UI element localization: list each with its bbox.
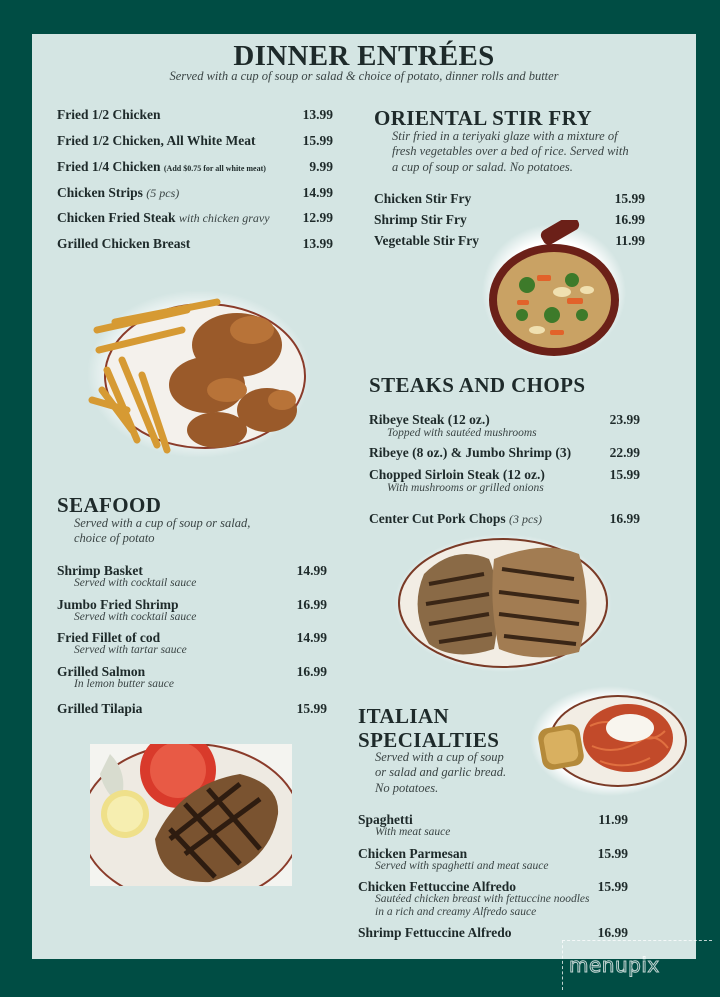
menu-item-subtext: Sautéed chicken breast with fettuccine noodles <box>375 893 590 905</box>
menu-item-name: Chopped Sirloin Steak (12 oz.) <box>369 467 545 482</box>
section-title-steaks: STEAKS AND CHOPS <box>369 373 586 397</box>
menu-item <box>57 159 266 175</box>
menu-item-name: Grilled Salmon <box>57 664 146 679</box>
menu-item-subtext: In lemon butter sauce <box>74 678 174 690</box>
menu-item-name: Ribeye (8 oz.) & Jumbo Shrimp (3) <box>369 445 572 460</box>
menu-item-price: 11.99 <box>615 233 645 248</box>
menu-item-price: 23.99 <box>609 412 640 427</box>
menu-item-subtext: With meat sauce <box>375 826 451 838</box>
menu-item-name: Jumbo Fried Shrimp <box>57 597 179 612</box>
menu-item-price: 22.99 <box>609 445 640 460</box>
menu-item-name: Fried 1/2 Chicken <box>57 107 161 122</box>
menu-item <box>57 210 270 226</box>
menu-item-price: 16.99 <box>609 511 640 526</box>
menu-item <box>57 185 179 201</box>
menu-item-price: 15.99 <box>296 701 327 716</box>
menu-item-name: Shrimp Basket <box>57 563 143 578</box>
menu-item-name: Fried 1/2 Chicken, All White Meat <box>57 133 256 148</box>
menu-item-name: Chicken Strips <box>57 185 143 200</box>
menu-item-subtext: With mushrooms or grilled onions <box>387 482 544 494</box>
menu-item-name: Fried 1/4 Chicken <box>57 159 161 174</box>
description-line: or salad and garlic bread. <box>375 765 507 780</box>
section-title-line: SPECIALTIES <box>358 728 500 753</box>
page-title: DINNER ENTRÉES <box>233 40 495 72</box>
menu-item-price: 15.99 <box>609 467 640 482</box>
menu-item-price: 15.99 <box>597 846 628 861</box>
menu-item-price: 14.99 <box>296 630 327 645</box>
menu-item-price: 15.99 <box>614 191 645 206</box>
pork-chops-photo <box>394 534 612 672</box>
menu-item-note: (Add $0.75 for all white meat) <box>163 164 266 173</box>
menu-item-name: Fried Fillet of cod <box>57 630 161 645</box>
section-title-seafood: SEAFOOD <box>57 493 162 517</box>
description-line: choice of potato <box>74 531 155 546</box>
menu-item-price: 16.99 <box>597 925 628 940</box>
section-description <box>375 750 506 796</box>
menu-item-name: Center Cut Pork Chops <box>369 511 506 526</box>
menu-item-note: (3 pcs) <box>509 512 543 526</box>
menu-item-subtext: Topped with sautéed mushrooms <box>387 427 537 439</box>
menu-item-price: 12.99 <box>302 210 333 225</box>
section-title-stir-fry: ORIENTAL STIR FRY <box>374 106 593 130</box>
menu-item-name: Chicken Fried Steak <box>57 210 176 225</box>
menu-item-note: (5 pcs) <box>146 186 180 200</box>
menu-page <box>32 34 696 959</box>
menu-item-price: 13.99 <box>302 107 333 122</box>
menu-item-subtext: Served with cocktail sauce <box>74 577 197 589</box>
description-line: Served with a cup of soup or salad, <box>74 516 251 530</box>
menu-item-subtext: Served with tartar sauce <box>74 644 187 656</box>
menu-item-name: Vegetable Stir Fry <box>374 233 479 248</box>
section-title-line: ITALIAN <box>358 704 450 728</box>
menu-item-name: Grilled Chicken Breast <box>57 236 191 251</box>
menu-item-name: Grilled Tilapia <box>57 701 143 716</box>
menu-item-price: 16.99 <box>296 664 327 679</box>
menu-item-price: 13.99 <box>302 236 333 251</box>
stir-fry-photo <box>482 220 627 360</box>
menu-item-price: 15.99 <box>302 133 333 148</box>
menu-item-subtext: Served with cocktail sauce <box>74 611 197 623</box>
page-subtitle: Served with a cup of soup or salad & choice of potato, dinner rolls and butter <box>169 69 559 83</box>
menu-item-name: Shrimp Stir Fry <box>374 212 467 227</box>
spaghetti-photo <box>530 686 690 796</box>
menu-item-note: with chicken gravy <box>178 211 270 225</box>
menu-item-price: 15.99 <box>597 879 628 894</box>
menu-item-name: Chicken Parmesan <box>358 846 468 861</box>
menu-item <box>369 511 542 527</box>
watermark-text: menupix <box>569 953 660 977</box>
menu-item-price: 14.99 <box>302 185 333 200</box>
grilled-fish-photo <box>90 744 292 886</box>
menu-item-name: Spaghetti <box>358 812 413 827</box>
watermark <box>562 940 712 990</box>
section-description <box>392 129 629 175</box>
description-line: fresh vegetables over a bed of rice. Served with <box>392 144 629 159</box>
description-line: No potatoes. <box>375 780 439 795</box>
fried-chicken-photo <box>87 290 312 458</box>
section-title-italian <box>358 704 499 752</box>
menu-item-price: 11.99 <box>598 812 628 827</box>
menu-item-name: Chicken Fettuccine Alfredo <box>358 879 516 894</box>
description-line: Stir fried in a teriyaki glaze with a mixture of <box>392 129 618 143</box>
menu-item-price: 9.99 <box>309 159 333 174</box>
menu-item-name: Ribeye Steak (12 oz.) <box>369 412 490 427</box>
menu-item-price: 16.99 <box>614 212 645 227</box>
menu-item-name: Shrimp Fettuccine Alfredo <box>358 925 512 940</box>
menu-item-name: Chicken Stir Fry <box>374 191 472 206</box>
section-description <box>74 516 250 547</box>
description-line: Served with a cup of soup <box>375 750 504 764</box>
menu-item-price: 16.99 <box>296 597 327 612</box>
menu-item-subtext: Served with spaghetti and meat sauce <box>375 860 549 872</box>
menu-item-subtext: in a rich and creamy Alfredo sauce <box>375 906 537 918</box>
menu-item-price: 14.99 <box>296 563 327 578</box>
description-line: a cup of soup or salad. No potatoes. <box>392 159 573 174</box>
